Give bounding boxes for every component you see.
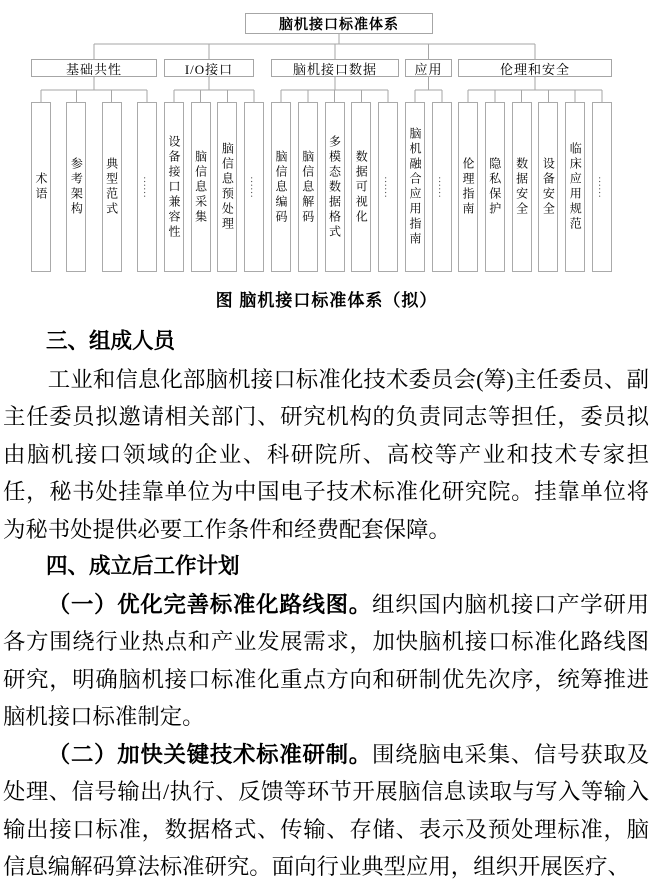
- leaf-label: 设备安全: [541, 157, 556, 217]
- branch-io-box: I/O接口: [164, 59, 254, 77]
- leaf-label: 脑信息编码: [274, 149, 288, 225]
- branch-application-children: [405, 102, 452, 272]
- leaf-label: 脑信息采集: [193, 149, 208, 225]
- tree-leaf: [405, 102, 425, 272]
- ellipsis-label: ……: [247, 176, 260, 198]
- tree-leaf: [565, 102, 585, 272]
- leaf-label: 设备接口兼容性: [167, 134, 181, 240]
- work-plan-item-2: [3, 736, 649, 886]
- leaf-label: 伦理指南: [461, 157, 475, 217]
- section-4-heading: 四、成立后工作计划: [46, 554, 240, 578]
- work-plan-item-1-lead: （一）优化完善标准化路线图。: [47, 591, 372, 617]
- tree-leaf: [191, 102, 211, 272]
- ellipsis-label: ……: [382, 176, 394, 198]
- tree-leaf: [164, 102, 184, 272]
- leaf-label: 参考架构: [69, 157, 84, 217]
- branch-data-children: [271, 102, 398, 272]
- tree-leaf-ellipsis: [378, 102, 398, 272]
- tree-leaf: [458, 102, 478, 272]
- tree-leaf: [512, 102, 532, 272]
- document-body: [3, 323, 649, 886]
- section-3-paragraph: 工业和信息化部脑机接口标准化技术委员会(筹)主任委员、副主任委员拟邀请相关部门、研究机构的负责同志等担任，委员拟由脑机接口领域的企业、科研院所、高校等产业和技术专家担任，秘书处挂靠单位为中国电子技术标准化研究院。挂靠单位将为秘书处提供必要工作条件和经费配套保障。: [3, 366, 649, 542]
- branch-io-children: [164, 102, 264, 272]
- ellipsis-label: ……: [140, 176, 153, 198]
- tree-leaf: [325, 102, 345, 272]
- leaf-label: 临床应用规范: [568, 142, 583, 232]
- leaf-label: 脑信息预处理: [220, 142, 235, 232]
- tree-leaf: [66, 102, 86, 272]
- leaf-label: 隐私保护: [487, 157, 502, 217]
- tree-leaf-ellipsis: [592, 102, 612, 272]
- leaf-label: 脑信息解码: [300, 149, 315, 225]
- branch-data-box: 脑机接口数据: [271, 59, 399, 77]
- leaf-label: 数据安全: [514, 157, 529, 217]
- figure-caption: 图 脑机接口标准体系（拟）: [215, 291, 438, 310]
- tree-leaf-ellipsis: [244, 102, 264, 272]
- branch-basic-box: 基础共性: [31, 59, 157, 77]
- tree-leaf: [485, 102, 505, 272]
- tree-root-box: 脑机接口标准体系: [245, 13, 433, 34]
- leaf-label: 数据可视化: [354, 149, 369, 225]
- tree-leaf-ellipsis: [432, 102, 452, 272]
- org-chart-figure: [0, 0, 653, 273]
- tree-leaf: [102, 102, 122, 272]
- ellipsis-label: ……: [436, 176, 448, 198]
- work-plan-item-2-lead: （二）加快关键技术标准研制。: [47, 741, 372, 767]
- leaf-label: 典型范式: [104, 157, 119, 217]
- tree-leaf: [217, 102, 237, 272]
- tree-leaf: [298, 102, 318, 272]
- work-plan-item-2-text: 围绕脑电采集、信号获取及处理、信号输出/执行、反馈等环节开展脑信息读取与写入等输入输出接口标准，数据格式、传输、存储、表示及预处理标准，脑信息编解码算法标准研究。面向行业典型应用，组织开展医疗、: [3, 741, 650, 879]
- ellipsis-label: ……: [595, 176, 608, 198]
- branch-ethics-security-box: 伦理和安全: [458, 59, 612, 77]
- section-3-heading: 三、组成人员: [46, 329, 176, 353]
- tree-leaf: [31, 102, 51, 272]
- tree-leaf: [271, 102, 291, 272]
- tree-leaf: [351, 102, 371, 272]
- work-plan-item-1: [3, 586, 649, 736]
- tree-leaf-ellipsis: [137, 102, 157, 272]
- branch-ethics-security-children: [458, 102, 612, 272]
- leaf-label: 术语: [34, 172, 48, 202]
- leaf-label: 多模态数据格式: [327, 134, 342, 240]
- work-plan-item-1-text: 组织国内脑机接口产学研用各方围绕行业热点和产业发展需求，加快脑机接口标准化路线图研究，明确脑机接口标准化重点方向和研制优先次序，统筹推进脑机接口标准制定。: [3, 591, 650, 729]
- leaf-label: 脑机融合应用指南: [408, 127, 422, 247]
- branch-basic-children: [31, 102, 157, 272]
- branch-application-box: 应用: [405, 59, 452, 77]
- tree-leaf: [538, 102, 558, 272]
